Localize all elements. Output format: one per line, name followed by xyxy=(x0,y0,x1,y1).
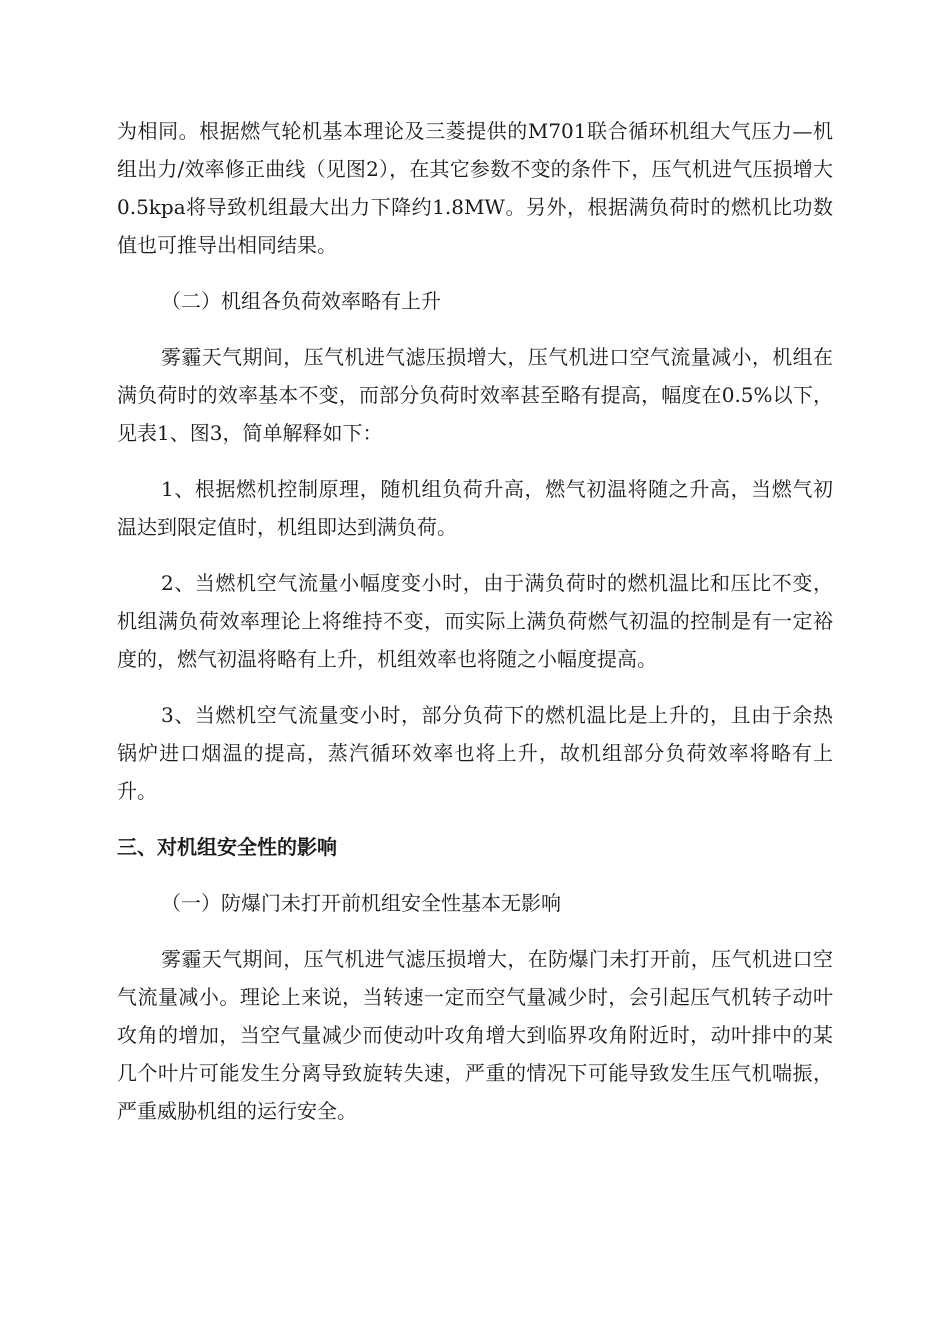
section-heading-safety: 三、对机组安全性的影响 xyxy=(117,835,337,859)
subheading-explosion-door: （一）防爆门未打开前机组安全性基本无影响 xyxy=(161,891,561,915)
paragraph-efficiency-intro: 雾霾天气期间，压气机进气滤压损增大，压气机进口空气流量减小，机组在满负荷时的效率基本不变，而部分负荷时效率甚至略有提高，幅度在0.5%以下，见表1、图3，简单解释如下： xyxy=(117,345,833,445)
paragraph-output-reduction: 为相同。根据燃气轮机基本理论及三菱提供的M701联合循环机组大气压力—机组出力/效率修正曲线（见图2），在其它参数不变的条件下，压气机进气压损增大0.5kpa将导致机组最大出力下降约1.8MW。另外，根据满负荷时的燃机比功数值也可推导出相同结果。 xyxy=(117,119,833,257)
paragraph-point-1: 1、根据燃机控制原理，随机组负荷升高，燃气初温将随之升高，当燃气初温达到限定值时，机组即达到满负荷。 xyxy=(117,477,833,539)
subheading-efficiency-rise: （二）机组各负荷效率略有上升 xyxy=(161,289,441,313)
paragraph-safety-analysis: 雾霾天气期间，压气机进气滤压损增大，在防爆门未打开前，压气机进口空气流量减小。理论上来说，当转速一定而空气量减少时，会引起压气机转子动叶攻角的增加，当空气量减少而使动叶攻角增大到临界攻角附近时，动叶排中的某几个叶片可能发生分离导致旋转失速，严重的情况下可能导致发生压气机喘振，严重威胁机组的运行安全。 xyxy=(117,947,833,1123)
paragraph-point-3: 3、当燃机空气流量变小时，部分负荷下的燃机温比是上升的，且由于余热锅炉进口烟温的提高，蒸汽循环效率也将上升，故机组部分负荷效率将略有上升。 xyxy=(117,703,833,803)
paragraph-point-2: 2、当燃机空气流量小幅度变小时，由于满负荷时的燃机温比和压比不变，机组满负荷效率理论上将维持不变，而实际上满负荷燃气初温的控制是有一定裕度的，燃气初温将略有上升，机组效率也将随之小幅度提高。 xyxy=(117,571,833,671)
document-page xyxy=(117,112,833,1148)
